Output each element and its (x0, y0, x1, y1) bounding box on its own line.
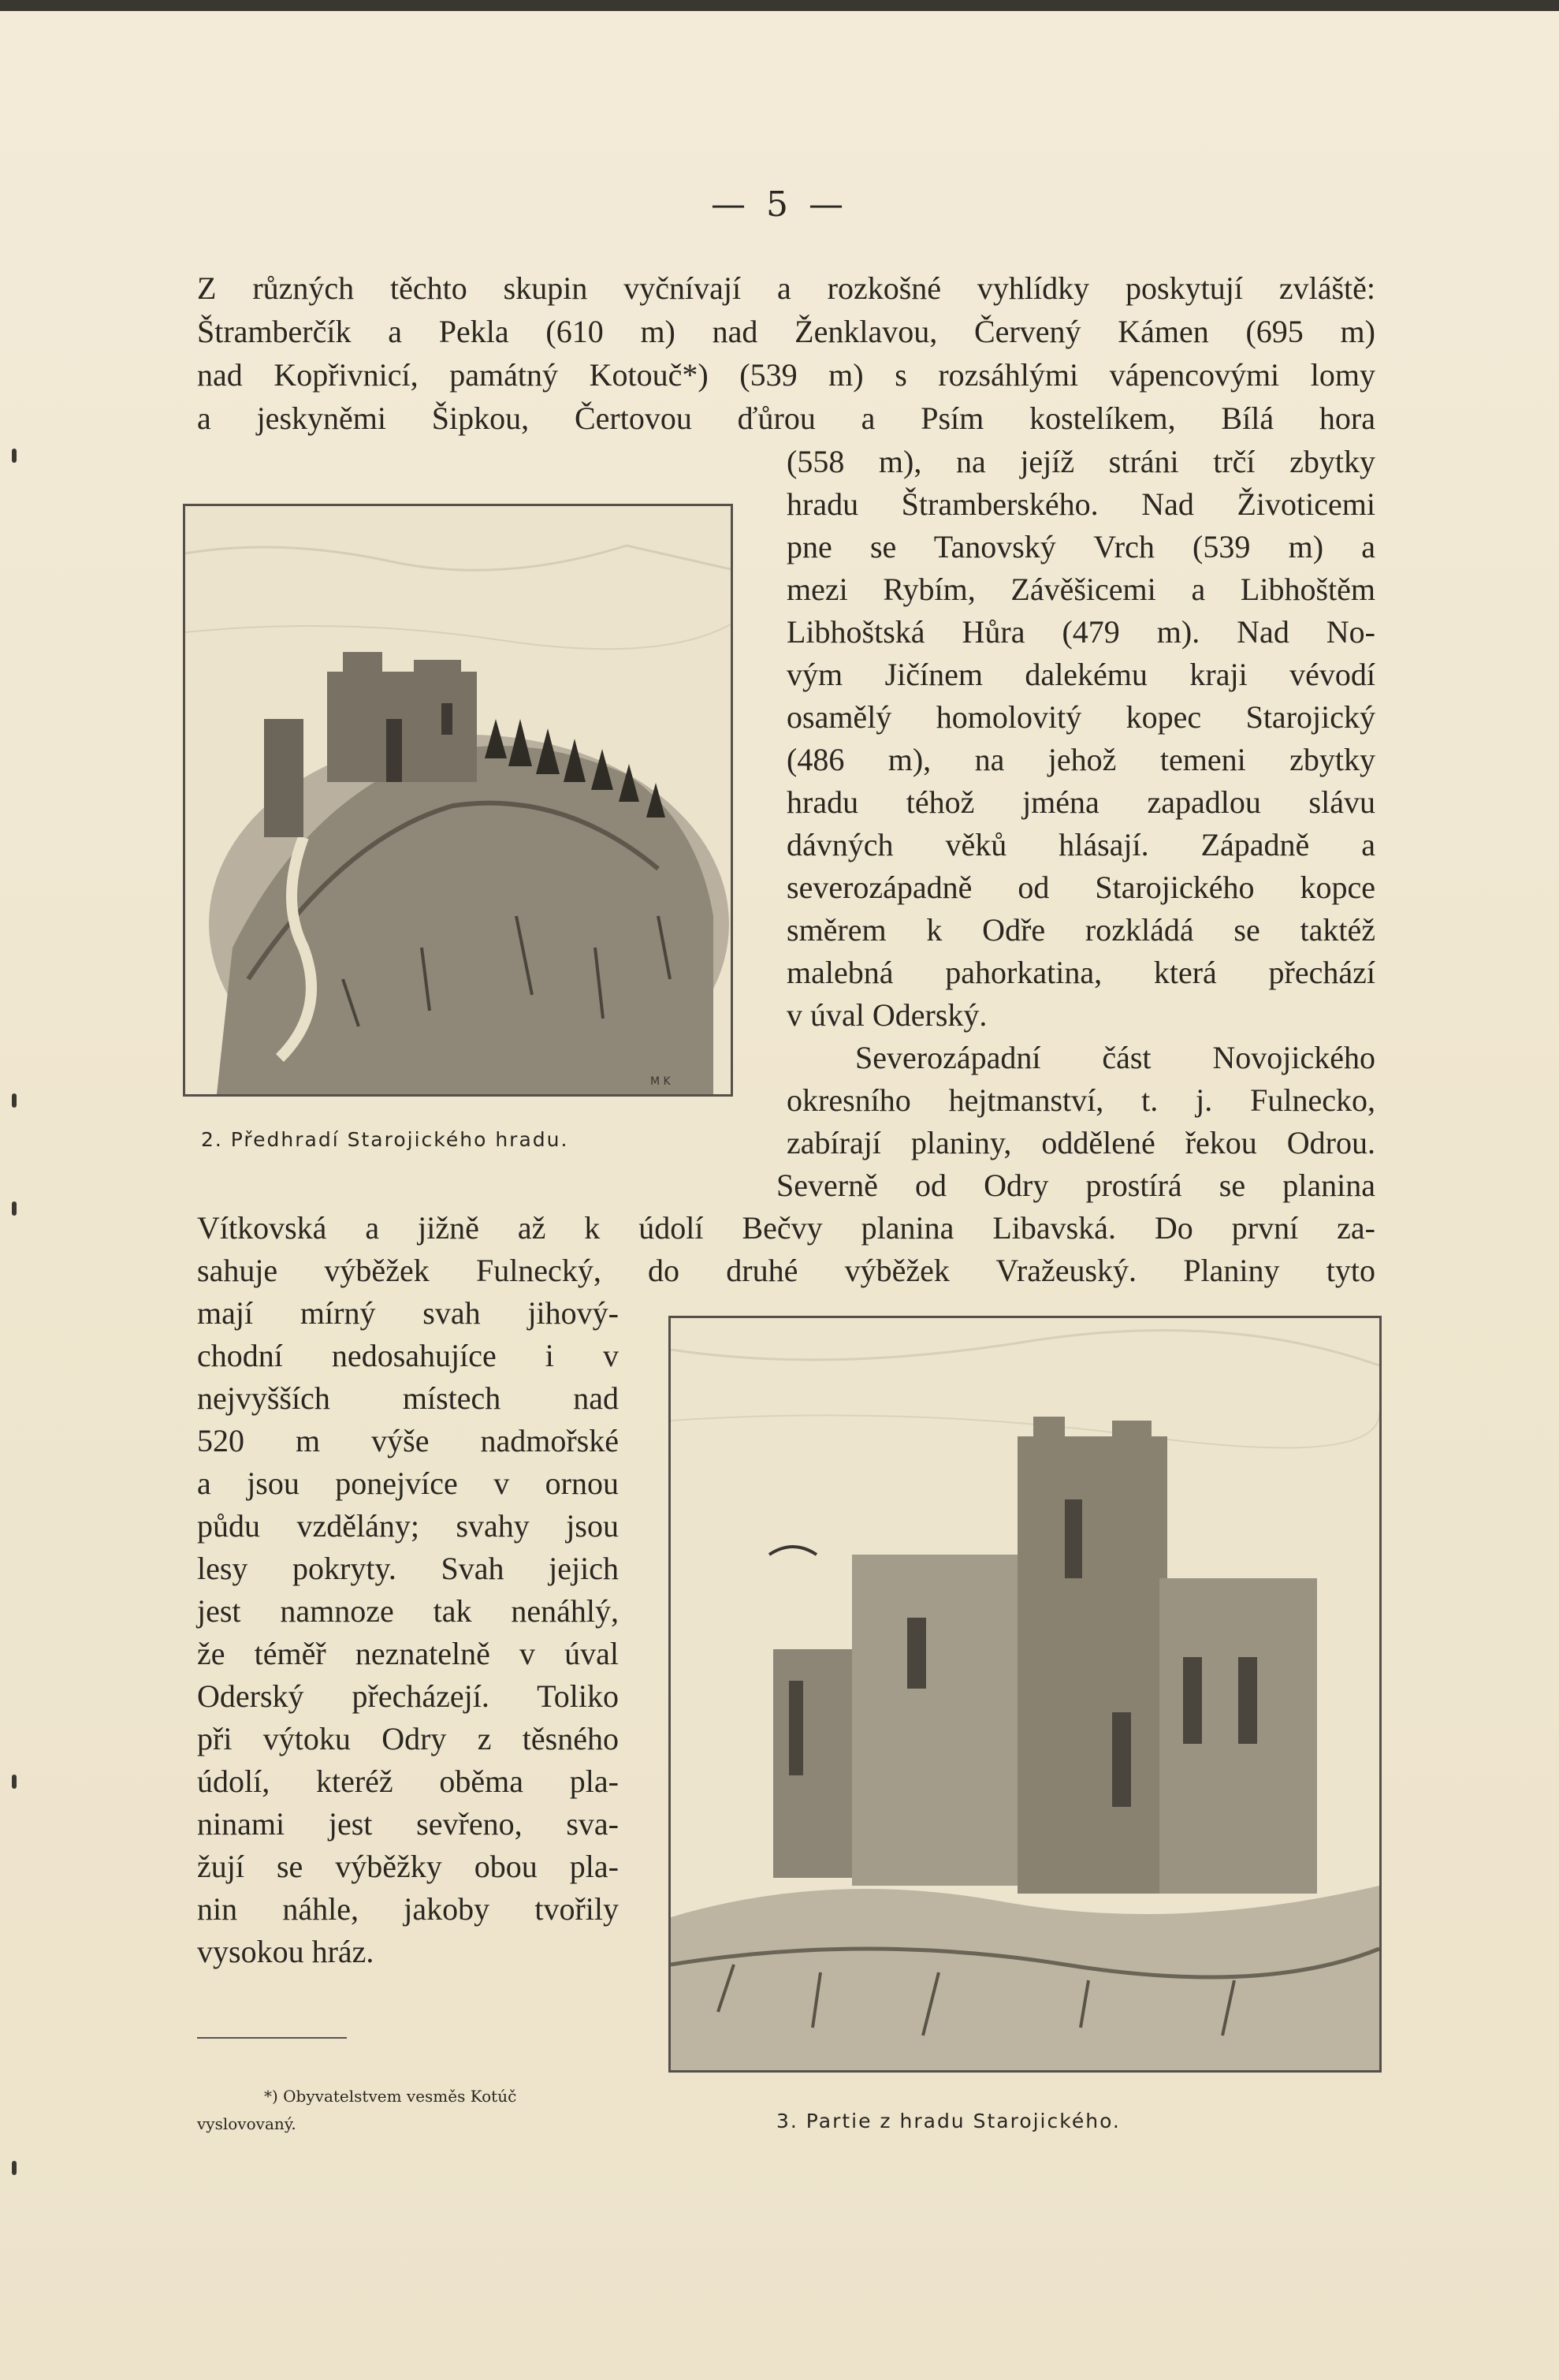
text-line: půdu vzdělány; svahy jsou (197, 1508, 619, 1544)
text-line: směrem k Odře rozkládá se taktéž (787, 912, 1375, 948)
text-line: Libhoštská Hůra (479 m). Nad No- (787, 614, 1375, 650)
figure-2-caption: 2. Předhradí Starojického hradu. (201, 1128, 569, 1151)
text-line: jest namnoze tak nenáhlý, (197, 1593, 619, 1629)
text-line: Severozápadní část Novojického (855, 1040, 1375, 1075)
figure-3-caption: 3. Partie z hradu Starojického. (776, 2110, 1121, 2132)
artist-signature: M K (650, 1075, 671, 1088)
footnote-rule (197, 2037, 347, 2039)
page-number: — 5 — (711, 184, 848, 225)
text-line: hradu Štramberského. Nad Životicemi (787, 486, 1375, 522)
text-line: osamělý homolovitý kopec Starojický (787, 699, 1375, 735)
text-line: žují se výběžky obou pla- (197, 1849, 619, 1884)
text-line: (558 m), na jejíž stráni trčí zbytky (787, 444, 1375, 479)
text-line: Severně od Odry prostírá se planina (776, 1168, 1375, 1203)
margin-mark (12, 1201, 17, 1216)
text-line: Vítkovská a jižně až k údolí Bečvy planina Libavská. Do první za- (197, 1210, 1375, 1246)
text-line: sahuje výběžek Fulnecký, do druhé výběžek Vražeuský. Planiny tyto (197, 1253, 1375, 1288)
text-line: při výtoku Odry z těsného (197, 1721, 619, 1756)
text-line: hradu téhož jména zapadlou slávu (787, 784, 1375, 820)
text-line: (486 m), na jehož temeni zbytky (787, 742, 1375, 777)
text-line: nad Kopřivnicí, památný Kotouč*) (539 m) s rozsáhlými vápencovými lomy (197, 357, 1375, 393)
text-line: lesy pokryty. Svah jejich (197, 1551, 619, 1586)
figure-castle-ruin-walls (668, 1316, 1382, 2073)
text-line: nin náhle, jakoby tvořily (197, 1891, 619, 1927)
text-line: malebná pahorkatina, která přechází (787, 955, 1375, 990)
text-line: zabírají planiny, oddělené řekou Odrou. (787, 1125, 1375, 1160)
text-line: mezi Rybím, Závěšicemi a Libhoštěm (787, 572, 1375, 607)
footnote-line: vyslovovaný. (197, 2114, 296, 2133)
text-line: severozápadně od Starojického kopce (787, 870, 1375, 905)
text-line: mají mírný svah jihový- (197, 1295, 619, 1331)
figure-castle-ruin-hill (183, 504, 733, 1097)
castle-ruin-illustration (671, 1318, 1379, 2070)
text-line: že téměř neznatelně v úval (197, 1636, 619, 1671)
text-line: chodní nedosahujíce i v (197, 1338, 619, 1373)
text-line: 520 m výše nadmořské (197, 1423, 619, 1458)
margin-mark (12, 2161, 17, 2175)
text-line: vysokou hráz. (197, 1934, 374, 1969)
text-line: nejvyšších místech nad (197, 1380, 619, 1416)
text-line: a jsou ponejvíce v ornou (197, 1466, 619, 1501)
text-line: v úval Oderský. (787, 997, 988, 1033)
text-line: pne se Tanovský Vrch (539 m) a (787, 529, 1375, 564)
text-line: dávných věků hlásají. Západně a (787, 827, 1375, 862)
text-line: Štramberčík a Pekla (610 m) nad Ženklavou, Červený Kámen (695 m) (197, 314, 1375, 349)
text-line: údolí, kteréž oběma pla- (197, 1764, 619, 1799)
text-line: Z různých těchto skupin vyčnívají a rozkošné vyhlídky poskytují zvláště: (197, 270, 1375, 306)
text-line: vým Jičínem dalekému kraji vévodí (787, 657, 1375, 692)
text-line: a jeskyněmi Šipkou, Čertovou ďůrou a Psím kostelíkem, Bílá hora (197, 400, 1375, 436)
margin-mark (12, 449, 17, 463)
text-line: okresního hejtmanství, t. j. Fulnecko, (787, 1082, 1375, 1118)
text-line: ninami jest sevřeno, sva- (197, 1806, 619, 1842)
margin-mark (12, 1775, 17, 1789)
castle-hill-illustration (185, 506, 731, 1094)
text-line: Oderský přecházejí. Toliko (197, 1678, 619, 1714)
footnote-line: *) Obyvatelstvem vesměs Kotúč (264, 2087, 517, 2106)
margin-mark (12, 1093, 17, 1108)
